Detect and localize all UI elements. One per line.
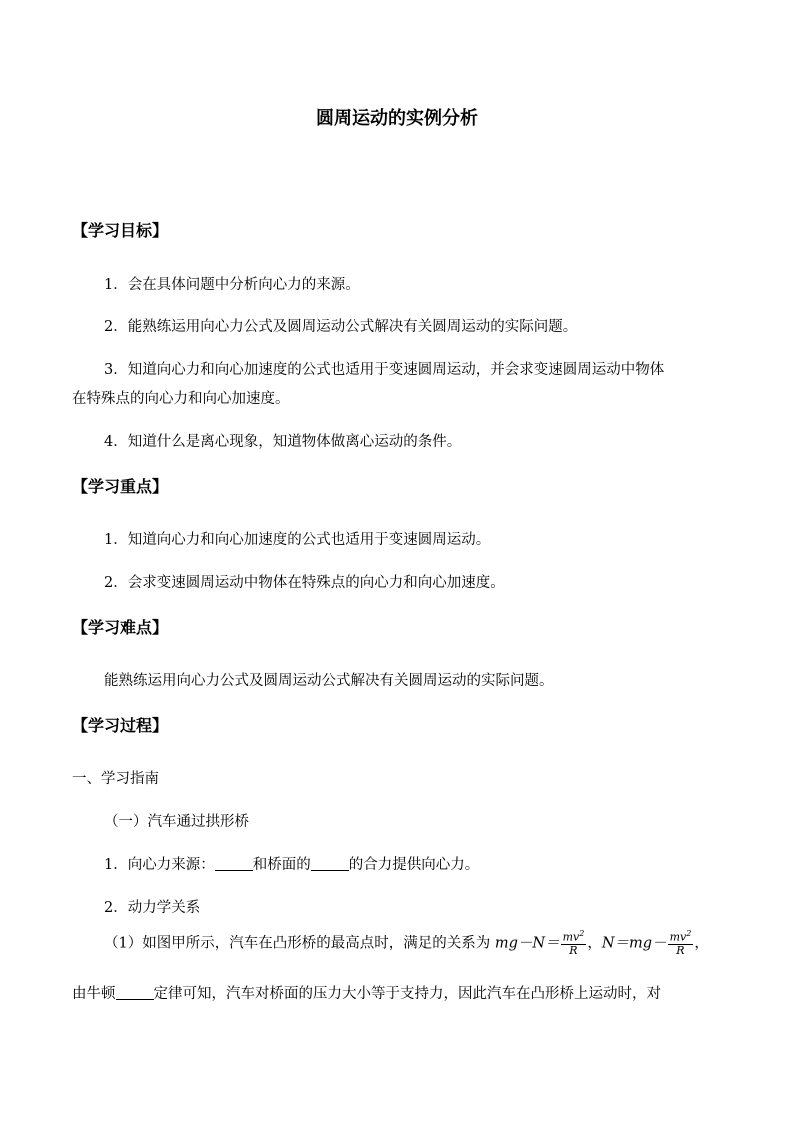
objective-item-3: 3．知道向心力和向心加速度的公式也适用于变速圆周运动，并会求变速圆周运动中物体 — [104, 362, 665, 378]
formula-1-denominator: R — [569, 943, 578, 957]
dynamics-text: （1）如图甲所示，汽车在凸形桥的最高点时，满足的关系为 — [104, 935, 491, 952]
objective-item-1: 1．会在具体问题中分析向心力的来源。 — [104, 277, 360, 293]
line4-part-b: 定律可知，汽车对桥面的压力大小等于支持力，因此汽车在凸形桥上运动时，对 — [153, 986, 661, 1002]
line4-part-a: 由牛顿 — [72, 986, 116, 1002]
formula-1-left: mg－N＝ — [494, 935, 560, 952]
formula-2-fraction — [668, 930, 694, 957]
dynamics-line-1 — [104, 930, 709, 957]
formula-separator: ， — [587, 935, 602, 952]
fill-blank-1[interactable] — [215, 856, 253, 871]
key-points-heading: 【学习重点】 — [72, 477, 169, 496]
objective-item-2: 2．能熟练运用向心力公式及圆周运动公式解决有关圆周运动的实际问题。 — [104, 319, 578, 335]
fill-blank-2[interactable] — [311, 856, 349, 871]
key-point-item-1: 1．知道向心力和向心加速度的公式也适用于变速圆周运动。 — [104, 532, 491, 548]
objective-item-4: 4．知道什么是离心现象，知道物体做离心运动的条件。 — [104, 434, 462, 450]
line1-part-c: 的合力提供向心力。 — [348, 857, 480, 873]
formula-2-left: N＝mg－ — [601, 935, 667, 952]
formula-1-fraction — [561, 930, 587, 957]
subsection-arch-bridge: （一）汽车通过拱形桥 — [104, 814, 249, 830]
process-heading: 【学习过程】 — [72, 716, 169, 735]
part-one-title: 一、学习指南 — [72, 771, 159, 787]
line1-part-b: 和桥面的 — [252, 857, 311, 873]
objective-item-3-continued: 在特殊点的向心力和向心加速度。 — [72, 391, 290, 407]
formula-end: ， — [694, 935, 709, 952]
formula-2-numerator: mv — [669, 930, 687, 944]
fill-blank-3[interactable] — [116, 985, 154, 1000]
key-point-item-2: 2．会求变速圆周运动中物体在特殊点的向心力和向心加速度。 — [104, 575, 505, 591]
centripetal-source-line — [104, 853, 479, 874]
difficulties-text: 能熟练运用向心力公式及圆周运动公式解决有关圆周运动的实际问题。 — [104, 673, 554, 689]
formula-1-exponent: 2 — [579, 929, 585, 938]
dynamics-heading: 2．动力学关系 — [104, 900, 201, 916]
line1-part-a: 1．向心力来源： — [104, 857, 215, 873]
formula-1-numerator: mv — [562, 930, 580, 944]
formula-2-denominator: R — [676, 943, 685, 957]
formula-2-exponent: 2 — [686, 929, 692, 938]
page-title: 圆周运动的实例分析 — [316, 108, 478, 129]
dynamics-line-2 — [72, 982, 661, 1003]
objectives-heading: 【学习目标】 — [72, 221, 169, 240]
difficulties-heading: 【学习难点】 — [72, 618, 169, 637]
